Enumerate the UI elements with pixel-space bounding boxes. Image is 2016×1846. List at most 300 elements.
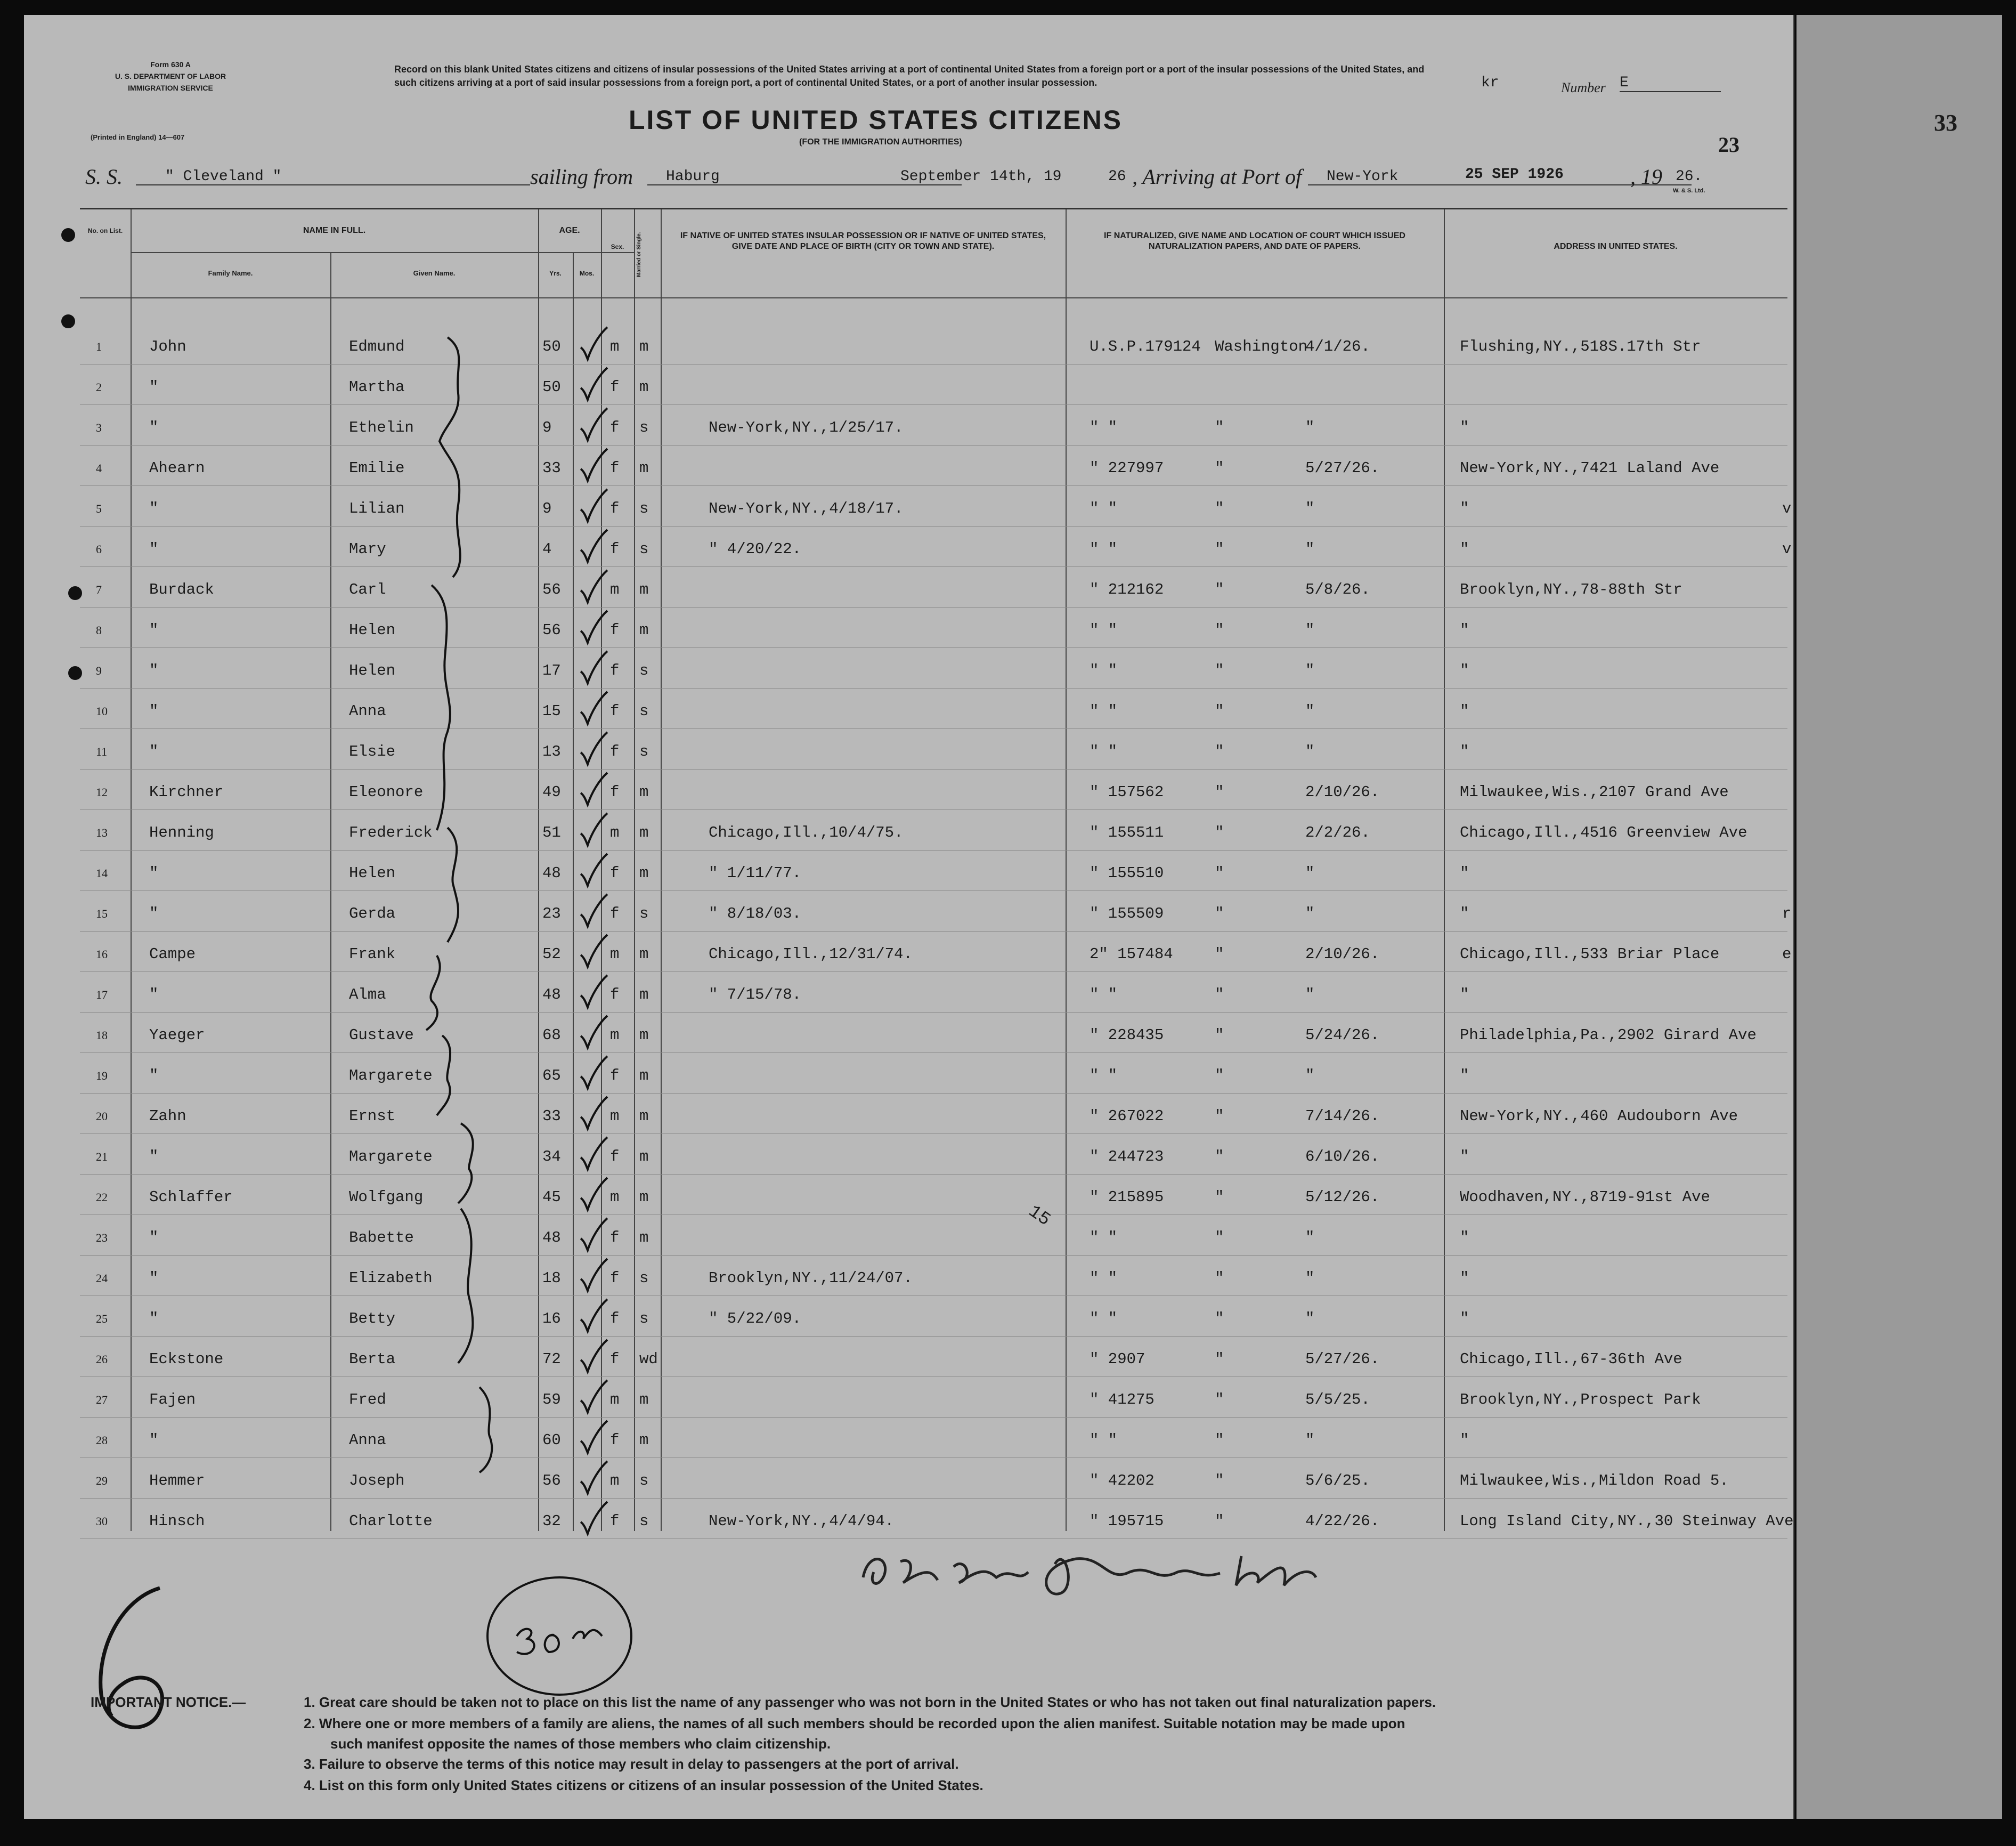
arrival-port: New-York xyxy=(1327,168,1399,185)
sex: f xyxy=(610,540,620,558)
address: " xyxy=(1460,1310,1469,1327)
marital-status: m xyxy=(639,986,649,1003)
handwritten-circle-note xyxy=(479,1572,639,1705)
sex: f xyxy=(610,1431,620,1449)
marital-status: m xyxy=(639,581,649,598)
row-number: 11 xyxy=(96,745,108,758)
table-row xyxy=(80,891,1792,932)
binder-hole xyxy=(61,228,75,242)
marital-status: m xyxy=(639,459,649,477)
check-mark-icon xyxy=(578,367,610,404)
naturalization-court: " xyxy=(1215,1067,1224,1084)
check-mark-icon xyxy=(578,1258,610,1295)
address: New-York,NY.,7421 Laland Ave xyxy=(1460,459,1720,477)
naturalization-date: " xyxy=(1305,1269,1315,1287)
sex: m xyxy=(610,1472,620,1489)
given-name: Margarete xyxy=(349,1148,433,1165)
row-number: 5 xyxy=(96,502,102,515)
check-mark-icon xyxy=(578,1015,610,1052)
table-row xyxy=(80,1053,1787,1094)
marital-status: s xyxy=(639,419,649,436)
naturalization-date: 5/12/26. xyxy=(1305,1188,1380,1206)
marital-status: s xyxy=(639,743,649,760)
address: " xyxy=(1460,500,1469,517)
naturalization-date: 6/10/26. xyxy=(1305,1148,1380,1165)
given-name: Helen xyxy=(349,864,396,882)
table-row xyxy=(80,648,1787,689)
family-name: Henning xyxy=(149,824,214,841)
naturalization-date: " xyxy=(1305,662,1315,679)
table-row xyxy=(80,972,1787,1013)
table-row xyxy=(80,1094,1787,1134)
form-subtitle: (FOR THE IMMIGRATION AUTHORITIES) xyxy=(799,137,962,147)
family-brace xyxy=(437,335,479,580)
table-row xyxy=(80,810,1787,851)
family-name: " xyxy=(149,621,159,639)
number-value: E xyxy=(1620,75,1721,92)
naturalization-date: 5/6/25. xyxy=(1305,1472,1370,1489)
naturalization-date: 2/2/26. xyxy=(1305,824,1370,841)
notice-item-1: 1. Great care should be taken not to place on this list the name of any passenger who was not born in the United States or who has not taken out final naturalization papers. xyxy=(304,1694,1436,1710)
age-years: 59 xyxy=(542,1391,561,1408)
table-row xyxy=(80,446,1787,486)
marital-status: m xyxy=(639,378,649,396)
check-mark-icon xyxy=(578,529,610,566)
sex: f xyxy=(610,783,620,801)
sex: f xyxy=(610,1350,620,1368)
naturalization-court: " xyxy=(1215,662,1224,679)
naturalization-certificate: " 195715 xyxy=(1090,1512,1164,1530)
naturalization-court: " xyxy=(1215,1107,1224,1125)
address: Brooklyn,NY.,78-88th Str xyxy=(1460,581,1682,598)
age-years: 4 xyxy=(542,540,552,558)
sex: f xyxy=(610,1148,620,1165)
marital-status: m xyxy=(639,1391,649,1408)
table-row xyxy=(80,1134,1787,1175)
check-mark-icon xyxy=(578,488,610,525)
age-years: 48 xyxy=(542,1229,561,1246)
family-name: " xyxy=(149,1269,159,1287)
naturalization-court: " xyxy=(1215,1188,1224,1206)
form-title: LIST OF UNITED STATES CITIZENS xyxy=(629,105,1123,135)
margin-mark: e xyxy=(1782,945,1792,963)
family-brace xyxy=(437,825,469,945)
naturalization-court: " xyxy=(1215,1391,1224,1408)
sex: f xyxy=(610,905,620,922)
table-row xyxy=(80,365,1787,405)
family-name: Eckstone xyxy=(149,1350,224,1368)
family-name: " xyxy=(149,1148,159,1165)
naturalization-date: " xyxy=(1305,621,1315,639)
check-mark-icon xyxy=(578,934,610,971)
inspector-signature xyxy=(852,1535,1321,1604)
row-number: 12 xyxy=(96,786,108,799)
row-number: 23 xyxy=(96,1231,108,1244)
naturalization-certificate: " 41275 xyxy=(1090,1391,1155,1408)
check-mark-icon xyxy=(578,1177,610,1214)
marital-status: m xyxy=(639,1026,649,1044)
table-row xyxy=(80,1296,1787,1337)
naturalization-court: " xyxy=(1215,1512,1224,1530)
naturalization-date: 5/24/26. xyxy=(1305,1026,1380,1044)
check-mark-icon xyxy=(578,1460,610,1497)
age-years: 15 xyxy=(542,702,561,720)
sex: f xyxy=(610,1229,620,1246)
naturalization-court: " xyxy=(1215,824,1224,841)
marital-status: s xyxy=(639,540,649,558)
sex: f xyxy=(610,1512,620,1530)
arriving-label: , Arriving at Port of xyxy=(1132,165,1302,189)
naturalization-certificate: 2" 157484 xyxy=(1090,945,1173,963)
naturalization-court: " xyxy=(1215,743,1224,760)
marital-status: wd xyxy=(639,1350,658,1368)
table-row xyxy=(80,1337,1787,1377)
check-mark-icon xyxy=(578,1096,610,1133)
row-number: 30 xyxy=(96,1515,108,1528)
given-name: Joseph xyxy=(349,1472,405,1489)
birth-info: " 4/20/22. xyxy=(709,540,802,558)
arrival-year: 26. xyxy=(1676,168,1703,185)
naturalization-court: " xyxy=(1215,864,1224,882)
address: " xyxy=(1460,702,1469,720)
birth-info: " 8/18/03. xyxy=(709,905,802,922)
marital-status: m xyxy=(639,1067,649,1084)
margin-mark: v xyxy=(1782,540,1792,558)
sex: f xyxy=(610,378,620,396)
naturalization-court: " xyxy=(1215,1431,1224,1449)
age-years: 17 xyxy=(542,662,561,679)
family-brace xyxy=(432,1033,464,1118)
header-no: No. on List. xyxy=(87,227,123,234)
family-name: " xyxy=(149,905,159,922)
marital-status: m xyxy=(639,1188,649,1206)
naturalization-certificate: " 157562 xyxy=(1090,783,1164,801)
naturalization-certificate: " 2907 xyxy=(1090,1350,1145,1368)
given-name: Frederick xyxy=(349,824,433,841)
given-name: Babette xyxy=(349,1229,414,1246)
table-row xyxy=(80,486,1792,527)
given-name: Elizabeth xyxy=(349,1269,433,1287)
row-number: 6 xyxy=(96,543,102,556)
address: Flushing,NY.,518S.17th Str xyxy=(1460,338,1701,355)
row-number: 14 xyxy=(96,867,108,880)
check-mark-icon xyxy=(578,772,610,809)
naturalization-certificate: " " xyxy=(1090,986,1118,1003)
age-years: 45 xyxy=(542,1188,561,1206)
sex: f xyxy=(610,662,620,679)
address: Brooklyn,NY.,Prospect Park xyxy=(1460,1391,1701,1408)
naturalization-court: " xyxy=(1215,1229,1224,1246)
age-years: 65 xyxy=(542,1067,561,1084)
naturalization-date: 2/10/26. xyxy=(1305,945,1380,963)
row-number: 13 xyxy=(96,826,108,839)
table-row xyxy=(80,729,1787,770)
naturalization-court: Washington xyxy=(1215,338,1308,355)
naturalization-court: " xyxy=(1215,1026,1224,1044)
table-row xyxy=(80,1256,1787,1296)
form-number: Form 630 A xyxy=(150,60,191,69)
row-number: 24 xyxy=(96,1272,108,1285)
family-name: " xyxy=(149,986,159,1003)
check-mark-icon xyxy=(578,1136,610,1173)
table-row xyxy=(80,1499,1794,1539)
sex: f xyxy=(610,864,620,882)
family-name: " xyxy=(149,1229,159,1246)
naturalization-certificate: " 155509 xyxy=(1090,905,1164,922)
row-number: 21 xyxy=(96,1150,108,1163)
address: Long Island City,NY.,30 Steinway Ave xyxy=(1460,1512,1794,1530)
marital-status: s xyxy=(639,1310,649,1327)
row-number: 22 xyxy=(96,1191,108,1204)
row-number: 3 xyxy=(96,421,102,434)
given-name: Anna xyxy=(349,702,386,720)
header-family-name: Family Name. xyxy=(208,269,253,277)
departure-year: 26 xyxy=(1108,168,1126,185)
naturalization-date: 7/14/26. xyxy=(1305,1107,1380,1125)
marital-status: m xyxy=(639,621,649,639)
given-name: Helen xyxy=(349,621,396,639)
row-number: 2 xyxy=(96,380,102,394)
age-years: 49 xyxy=(542,783,561,801)
naturalization-certificate: " 155511 xyxy=(1090,824,1164,841)
naturalization-court: " xyxy=(1215,500,1224,517)
age-years: 52 xyxy=(542,945,561,963)
naturalization-date: " xyxy=(1305,1229,1315,1246)
naturalization-certificate: " " xyxy=(1090,419,1118,436)
given-name: Eleonore xyxy=(349,783,424,801)
family-name: " xyxy=(149,378,159,396)
address: " xyxy=(1460,540,1469,558)
row-number: 16 xyxy=(96,948,108,961)
address: " xyxy=(1460,864,1469,882)
check-mark-icon xyxy=(578,691,610,728)
number-label: Number xyxy=(1561,80,1606,95)
naturalization-certificate: " " xyxy=(1090,702,1118,720)
naturalization-date: " xyxy=(1305,500,1315,517)
address: " xyxy=(1460,1148,1469,1165)
sex: m xyxy=(610,1107,620,1125)
marital-status: m xyxy=(639,338,649,355)
naturalization-court: " xyxy=(1215,945,1224,963)
row-number: 27 xyxy=(96,1393,108,1406)
naturalization-date: " xyxy=(1305,1067,1315,1084)
naturalization-court: " xyxy=(1215,1148,1224,1165)
row-number: 1 xyxy=(96,340,102,353)
sex: f xyxy=(610,1310,620,1327)
address: " xyxy=(1460,1067,1469,1084)
naturalization-certificate: " " xyxy=(1090,662,1118,679)
sex: f xyxy=(610,1067,620,1084)
header-married-single: Married or Single. xyxy=(636,232,642,278)
given-name: Charlotte xyxy=(349,1512,433,1530)
age-years: 18 xyxy=(542,1269,561,1287)
check-mark-icon xyxy=(578,1501,610,1538)
given-name: Berta xyxy=(349,1350,396,1368)
header-birth: IF NATIVE OF UNITED STATES INSULAR POSSESSION OR IF NATIVE OF UNITED STATES, GIVE DATE AND PLACE OF BIRTH (CITY OR TOWN AND STATE). xyxy=(680,231,1046,251)
birth-info: Chicago,Ill.,12/31/74. xyxy=(709,945,913,963)
age-years: 33 xyxy=(542,459,561,477)
naturalization-certificate: " 155510 xyxy=(1090,864,1164,882)
family-name: Burdack xyxy=(149,581,214,598)
sex: f xyxy=(610,419,620,436)
given-name: Frank xyxy=(349,945,396,963)
birth-info: Brooklyn,NY.,11/24/07. xyxy=(709,1269,913,1287)
given-name: Martha xyxy=(349,378,405,396)
naturalization-certificate: " " xyxy=(1090,1310,1118,1327)
margin-mark: v xyxy=(1782,500,1792,517)
given-name: Helen xyxy=(349,662,396,679)
naturalization-court: " xyxy=(1215,905,1224,922)
family-name: Yaeger xyxy=(149,1026,205,1044)
check-mark-icon xyxy=(578,610,610,647)
check-mark-icon xyxy=(578,731,610,768)
given-name: Alma xyxy=(349,986,386,1003)
row-number: 15 xyxy=(96,907,108,920)
age-years: 50 xyxy=(542,378,561,396)
naturalization-court: " xyxy=(1215,1472,1224,1489)
address: " xyxy=(1460,1431,1469,1449)
check-mark-icon xyxy=(578,1339,610,1376)
row-number: 29 xyxy=(96,1474,108,1487)
naturalization-court: " xyxy=(1215,540,1224,558)
naturalization-date: " xyxy=(1305,743,1315,760)
family-name: " xyxy=(149,500,159,517)
form-identifier xyxy=(91,59,250,94)
table-row xyxy=(80,851,1787,891)
check-mark-icon xyxy=(578,853,610,890)
address: " xyxy=(1460,1269,1469,1287)
naturalization-court: " xyxy=(1215,702,1224,720)
ship-name: " Cleveland " xyxy=(165,168,282,185)
age-years: 51 xyxy=(542,824,561,841)
header-age: AGE. xyxy=(559,226,580,235)
row-number: 28 xyxy=(96,1434,108,1447)
naturalization-court: " xyxy=(1215,419,1224,436)
marital-status: s xyxy=(639,662,649,679)
sex: m xyxy=(610,824,620,841)
given-name: Wolfgang xyxy=(349,1188,424,1206)
margin-page-number: 33 xyxy=(1934,110,1957,136)
row-number: 25 xyxy=(96,1312,108,1325)
naturalization-date: " xyxy=(1305,540,1315,558)
family-name: Campe xyxy=(149,945,196,963)
check-mark-icon xyxy=(578,1298,610,1335)
citizens-table xyxy=(80,208,1794,1531)
table-row xyxy=(80,1418,1787,1458)
naturalization-date: " xyxy=(1305,986,1315,1003)
naturalization-date: 2/10/26. xyxy=(1305,783,1380,801)
handwritten-number xyxy=(85,1577,181,1748)
table-row xyxy=(80,1215,1787,1256)
sailing-label: sailing from xyxy=(530,165,633,189)
sex: m xyxy=(610,945,620,963)
address: New-York,NY.,460 Audouborn Ave xyxy=(1460,1107,1738,1125)
stamp-15: 15 xyxy=(1024,1201,1054,1231)
age-years: 48 xyxy=(542,986,561,1003)
birth-info: " 5/22/09. xyxy=(709,1310,802,1327)
family-name: " xyxy=(149,662,159,679)
address: Milwaukee,Wis.,Mildon Road 5. xyxy=(1460,1472,1729,1489)
age-years: 9 xyxy=(542,419,552,436)
naturalization-date: 4/22/26. xyxy=(1305,1512,1380,1530)
table-row xyxy=(80,932,1792,972)
marital-status: m xyxy=(639,864,649,882)
row-number: 10 xyxy=(96,705,108,718)
given-name: Lilian xyxy=(349,500,405,517)
address: " xyxy=(1460,621,1469,639)
header-name-in-full: NAME IN FULL. xyxy=(303,226,366,235)
naturalization-court: " xyxy=(1215,581,1224,598)
given-name: Carl xyxy=(349,581,386,598)
row-number: 20 xyxy=(96,1110,108,1123)
page-number: 23 xyxy=(1718,133,1739,157)
age-years: 48 xyxy=(542,864,561,882)
given-name: Betty xyxy=(349,1310,396,1327)
naturalization-court: " xyxy=(1215,1350,1224,1368)
notice-item-2: 2. Where one or more members of a family are aliens, the names of all such members should be recorded upon the alien manifest. Suitable notation may be made upon xyxy=(304,1715,1405,1731)
check-mark-icon xyxy=(578,893,610,930)
form-instruction: Record on this blank United States citizens and citizens of insular possessions of the United States arriving at a port of continental United States from a foreign port or a port of the insular possessions of the United States, and such citizens arriving at a port of said insular possessions from a foreign port, a port of continental United States, or a port of another insular possession. xyxy=(394,64,1425,88)
row-number: 9 xyxy=(96,664,102,677)
address: " xyxy=(1460,1229,1469,1246)
family-name: " xyxy=(149,1067,159,1084)
birth-info: " 1/11/77. xyxy=(709,864,802,882)
naturalization-court: " xyxy=(1215,621,1224,639)
naturalization-date: " xyxy=(1305,1431,1315,1449)
header-address: ADDRESS IN UNITED STATES. xyxy=(1554,242,1678,251)
birth-info: New-York,NY.,1/25/17. xyxy=(709,419,904,436)
family-brace xyxy=(426,582,458,833)
age-years: 33 xyxy=(542,1107,561,1125)
given-name: Gustave xyxy=(349,1026,414,1044)
naturalization-date: " xyxy=(1305,702,1315,720)
family-name: Ahearn xyxy=(149,459,205,477)
table-row xyxy=(80,405,1787,446)
check-mark-icon xyxy=(578,326,610,363)
header-yrs: Yrs. xyxy=(549,270,562,277)
sex: m xyxy=(610,338,620,355)
age-years: 56 xyxy=(542,1472,561,1489)
check-mark-icon xyxy=(578,407,610,444)
row-number: 4 xyxy=(96,461,102,475)
naturalization-certificate: " 228435 xyxy=(1090,1026,1164,1044)
given-name: Emilie xyxy=(349,459,405,477)
row-number: 19 xyxy=(96,1069,108,1082)
arrival-stamp: 25 SEP 1926 xyxy=(1465,166,1564,183)
birth-info: Chicago,Ill.,10/4/75. xyxy=(709,824,904,841)
table-row xyxy=(80,770,1787,810)
birth-info: " 7/15/78. xyxy=(709,986,802,1003)
address: " xyxy=(1460,662,1469,679)
arrival-year-prefix: , 19 xyxy=(1630,165,1662,189)
age-years: 68 xyxy=(542,1026,561,1044)
sex: f xyxy=(610,702,620,720)
age-years: 32 xyxy=(542,1512,561,1530)
naturalization-date: 5/27/26. xyxy=(1305,459,1380,477)
address: Chicago,Ill.,4516 Greenview Ave xyxy=(1460,824,1747,841)
naturalization-certificate: U.S.P.179124 xyxy=(1090,338,1201,355)
age-years: 56 xyxy=(542,621,561,639)
check-mark-icon xyxy=(578,1055,610,1092)
check-mark-icon xyxy=(578,1420,610,1457)
sex: m xyxy=(610,1026,620,1044)
margin-mark: r xyxy=(1782,905,1792,922)
sex: m xyxy=(610,1391,620,1408)
age-years: 34 xyxy=(542,1148,561,1165)
row-number: 8 xyxy=(96,624,102,637)
notice-item-4: 4. List on this form only United States citizens or citizens of an insular possession of the United States. xyxy=(304,1777,983,1793)
marital-status: s xyxy=(639,1472,649,1489)
